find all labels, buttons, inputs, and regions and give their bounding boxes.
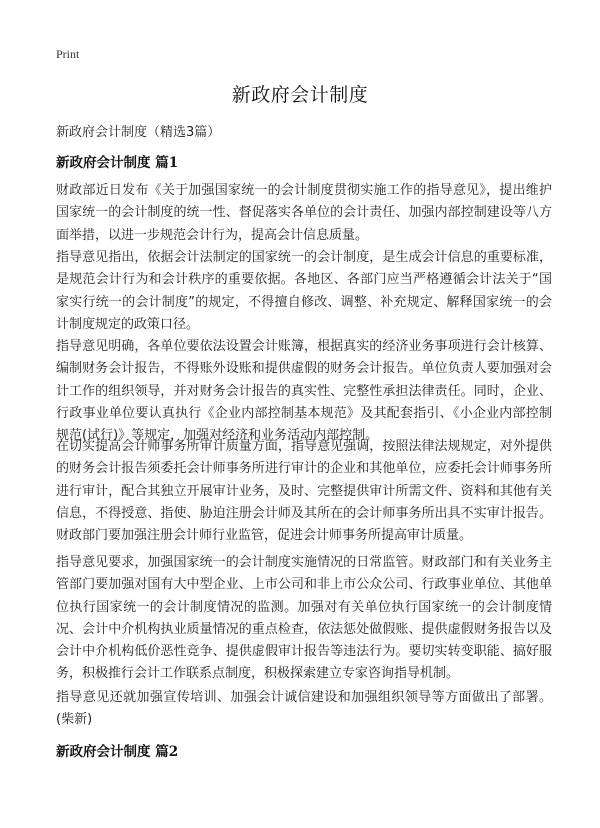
paragraph-6: 指导意见还就加强宣传培训、加强会计诚信建设和加强组织领导等方面做出了部署。(柴新) <box>56 690 552 728</box>
section-heading-2: 新政府会计制度 篇2 <box>56 744 179 760</box>
paragraph-4: 在切实提高会计师事务所审计质量方面，指导意见强调，按照法律法规规定，对外提供的财务会计报告须委托会计师事务所进行审计的企业和其他单位，应委托会计师事务所进行审计，配合其独立开展审计业务，及时、完整提供审计所需文件、资料和其他有关信息，不得授意、指使、胁迫注册会计师及其所在的会计师事务所出具不实审计报告。财政部门要加强注册会计师行业监管，促进会计师事务所提高审计质量。 <box>56 439 552 544</box>
document-subtitle: 新政府会计制度（精选3篇） <box>56 125 221 140</box>
section-heading-1: 新政府会计制度 篇1 <box>56 155 179 171</box>
paragraph-2: 指导意见指出，依据会计法制定的国家统一的会计制度，是生成会计信息的重要标准，是规范会计行为和会计秩序的重要依据。各地区、各部门应当严格遵循会计法关于“国家实行统一的会计制度”的规定，不得擅自修改、调整、补充规定、解释国家统一的会计制度规定的政策口径。 <box>56 250 552 332</box>
paragraph-5: 指导意见要求，加强国家统一的会计制度实施情况的日常监管。财政部门和有关业务主管部门要加强对国有大中型企业、上市公司和非上市公众公司、行政事业单位、其他单位执行国家统一的会计制度情况的监测。加强对有关单位执行国家统一的会计制度情况、会计中介机构执业质量情况的重点检查，依法惩处做假账、提供虚假财务报告以及会计中介机构低价恶性竞争、提供虚假审计报告等违法行为。要切实转变职能、搞好服务，积极推行会计工作联系点制度，积极探索建立专家咨询指导机制。 <box>56 555 552 682</box>
paragraph-3: 指导意见明确，各单位要依法设置会计账簿，根据真实的经济业务事项进行会计核算、编制财务会计报告，不得账外设账和提供虚假的财务会计报告。单位负责人要加强对会计工作的组织领导，并对财务会计报告的真实性、完整性承担法律责任。同时，企业、行政事业单位要认真执行《企业内部控制基本规范》及其配套指引、《小企业内部控制规范(试行)》等规定，加强对经济和业务活动内部控制。 <box>56 339 552 444</box>
print-link[interactable]: Print <box>56 47 80 61</box>
document-title: 新政府会计制度 <box>231 84 369 106</box>
paragraph-1: 财政部近日发布《关于加强国家统一的会计制度贯彻实施工作的指导意见》，提出维护国家统一的会计制度的统一性、督促落实各单位的会计责任、加强内部控制建设等八方面举措，以进一步规范会计行为，提高会计信息质量。 <box>56 183 552 243</box>
